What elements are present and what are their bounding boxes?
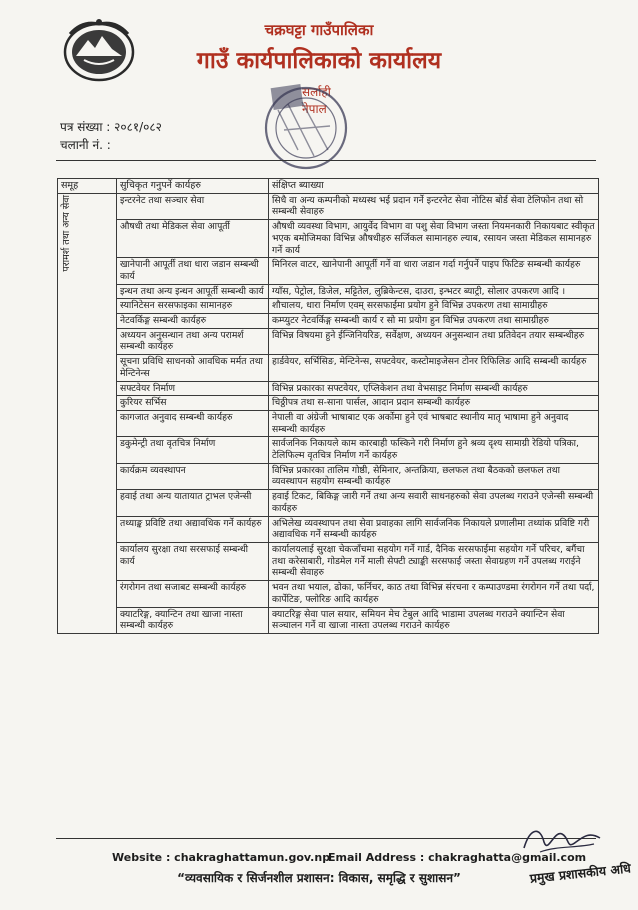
- dispatch-number: चलानी नं. :: [60, 138, 111, 152]
- country-name: नेपाल: [302, 102, 327, 116]
- work-cell: नेटवर्किङ्ग सम्बन्धी कार्यहरु: [117, 314, 269, 329]
- services-table: [57, 178, 599, 634]
- table-row: [58, 381, 599, 396]
- table-row: [58, 258, 599, 284]
- group-cell: [58, 193, 117, 633]
- description-cell: हार्डवेयर, सर्भिसिङ, मेन्टिनेन्स, सफ्टवेयर, कस्टोमाइजेसन टोनर रिफिलिङ आदि सम्बन्धी कार्यहरु: [269, 355, 599, 381]
- footer-divider: [56, 838, 596, 839]
- work-cell: कुरियर सर्भिस: [117, 396, 269, 411]
- work-cell: कार्यालय सुरक्षा तथा सरसफाई सम्बन्धी कार्य: [117, 542, 269, 580]
- work-cell: औषधी तथा मेडिकल सेवा आपूर्ती: [117, 220, 269, 258]
- signatory-designation: प्रमुख प्रशासकीय अधि: [529, 860, 632, 886]
- footer-website: Website : chakraghattamun.gov.np: [112, 851, 331, 864]
- work-cell: कार्यक्रम व्यवस्थापन: [117, 463, 269, 489]
- table-row: [58, 328, 599, 354]
- description-cell: शौचालय, धारा निर्माण एवम् सरसफाईमा प्रयोग हुने विभिन्न उपकरण तथा सामाग्रीहरु: [269, 299, 599, 314]
- table-row: [58, 542, 599, 580]
- office-stamp: [258, 80, 354, 176]
- work-cell: डकुमेन्ट्री तथा वृतचित्र निर्माण: [117, 437, 269, 463]
- description-cell: हवाई टिकट, बिकिङ्ग जारी गर्ने तथा अन्य सवारी साधनहरुको सेवा उपलब्ध गराउने एजेन्सी सम्बन्धी कार्यहरु: [269, 490, 599, 516]
- table-row: [58, 193, 599, 219]
- footer-slogan: “व्यवसायिक र सिर्जनशील प्रशासन: विकास, समृद्धि र सुशासन”: [177, 871, 461, 885]
- description-cell: सिधै वा अन्य कम्पनीको मध्यस्थ भई प्रदान गर्ने इन्टरनेट सेवा नोटिस बोर्ड सेवा टेलिफोन तथा सो सम्बन्धी सेवाहरु: [269, 193, 599, 219]
- description-cell: विभिन्न प्रकारका तालिम गोष्ठी, सेमिनार, अन्तक्रिया, छलफल तथा बैठकको छलफल तथा व्यवस्थापन सहयोग सम्बन्धी कार्यहरु: [269, 463, 599, 489]
- work-cell: रंगरोगन तथा सजाबट सम्बन्धी कार्यहरु: [117, 581, 269, 607]
- table-header-row: [58, 179, 599, 194]
- letter-number: पत्र संख्या : २०८१/०८२: [60, 120, 162, 134]
- description-cell: चिठ्ठीपत्र तथा स-साना पार्सल, आदान प्रदान सम्बन्धी कार्यहरु: [269, 396, 599, 411]
- work-cell: इन्टरनेट तथा सञ्चार सेवा: [117, 193, 269, 219]
- table-row: [58, 490, 599, 516]
- table-row: [58, 284, 599, 299]
- table-row: [58, 463, 599, 489]
- table-row: [58, 220, 599, 258]
- header-description: संक्षिप्त ब्याख्या: [269, 179, 599, 194]
- group-label: परामर्श तथा अन्य सेवा: [61, 194, 72, 272]
- work-cell: इन्धन तथा अन्य इन्धन आपूर्ती सम्बन्धी कार्य: [117, 284, 269, 299]
- table-row: [58, 396, 599, 411]
- table-row: [58, 581, 599, 607]
- work-cell: सफ्टवेयर निर्माण: [117, 381, 269, 396]
- table-row: [58, 437, 599, 463]
- description-cell: ग्याँस, पेट्रोल, डिजेल, मट्टितेल, लुब्रिकेन्टस, दाउरा, इन्भटर ब्याट्री, सोलार उपकरण आदि ।: [269, 284, 599, 299]
- work-cell: क्याटरिङ्ग, क्यान्टिन तथा खाजा नास्ता सम्बन्धी कार्यहरु: [117, 607, 269, 633]
- work-cell: हवाई तथा अन्य यातायात ट्राभल एजेन्सी: [117, 490, 269, 516]
- work-cell: स्यानिटेसन सरसफाइका सामानहरु: [117, 299, 269, 314]
- description-cell: भवन तथा भयाल, ढोका, फर्निचर, काठ तथा विभिन्न संरचना र कम्पाउण्डमा रंगरोगन गर्ने तथा पर्दा, कार्पेटिङ, फ्लोरिङ आदि कार्यहरु: [269, 581, 599, 607]
- municipality-name: चक्रघट्टा गाउँपालिका: [264, 21, 374, 39]
- office-name: गाउँ कार्यपालिकाको कार्यालय: [196, 48, 442, 74]
- work-cell: अध्ययन अनुसन्धान तथा अन्य परामर्श सम्बन्धी कार्यहरु: [117, 328, 269, 354]
- table-row: [58, 314, 599, 329]
- description-cell: अभिलेख व्यवस्थापन तथा सेवा प्रवाहका लागि सार्वजनिक निकायले प्रणालीमा तथ्यांक प्रविष्टि गरी अद्यावधिक गर्ने सम्बन्धी कार्यहरु: [269, 516, 599, 542]
- header-divider: [56, 160, 596, 161]
- work-cell: खानेपानी आपूर्ती तथा धारा जडान सम्बन्धी कार्य: [117, 258, 269, 284]
- description-cell: क्याटरिङ्ग सेवा पाल सयार, समियन मेच टेबुल आदि भाडामा उपलब्ध गराउने क्यान्टिन सेवा सञ्चालन गर्ने वा खाजा नास्ता उपलब्ध गराउने कार्यहरु: [269, 607, 599, 633]
- table-row: [58, 410, 599, 436]
- description-cell: औषधी व्यवस्था विभाग, आयुर्वेद विभाग वा पशु सेवा विभाग जस्ता नियमनकारी निकायबाट स्वीकृत भएक बमोजिमका विभिन्न औषधीहरु सर्जिकल सामानहरु ल्याब, रसायन जस्ता मेडिकल सामानहरु गर्ने कार्य: [269, 220, 599, 258]
- work-cell: कागजात अनुवाद सम्बन्धी कार्यहरु: [117, 410, 269, 436]
- footer-email: Email Address : chakraghatta@gmail.com: [328, 851, 587, 864]
- work-cell: तथ्याङ्क प्रविष्टि तथा अद्यावधिक गर्ने कार्यहरु: [117, 516, 269, 542]
- description-cell: विभिन्न प्रकारका सफ्टवेयर, एप्लिकेशन तथा वेभसाइट निर्माण सम्बन्धी कार्यहरु: [269, 381, 599, 396]
- work-cell: सूचना प्रविधि साधनको आवधिक मर्मत तथा मेन्टिनेन्स: [117, 355, 269, 381]
- table-row: [58, 607, 599, 633]
- description-cell: मिनिरल वाटर, खानेपानी आपूर्ती गर्ने वा धारा जडान गर्दा गर्नुपर्ने पाइप फिटिङ सम्बन्धी कार्यहरु: [269, 258, 599, 284]
- header-work: सुचिकृत गनुपर्ने कार्यहरु: [117, 179, 269, 194]
- table-row: [58, 355, 599, 381]
- description-cell: नेपाली वा अंग्रेजी भाषाबाट एक अर्कोमा हुने एवं भाषबाट स्थानीय मातृ भाषामा हुने अनुवाद सम्बन्धी कार्यहरु: [269, 410, 599, 436]
- header-group: समूह: [58, 179, 117, 194]
- description-cell: सार्वजनिक निकायले काम कारबाही फस्किने गरी निर्माण हुने श्रव्य दृश्य सामाग्री रेडियो पत्रिका, टेलिफिल्म वृतचित्र निर्माण गर्ने कार्यहरु: [269, 437, 599, 463]
- description-cell: कार्यालयलाई सुरक्षा चेकजाँचमा सहयोग गर्ने गार्ड, दैनिक सरसफाईमा सहयोग गर्ने परिचर, बगैंचा तथा करेसाबारी, गोडमेल गर्ने माली सेफ्टी ट्याङ्की सरसफाई जस्ता सेवाग्रहण गर्ने उपलब्ध गराईने सम्बन्धी सेवाहरु: [269, 542, 599, 580]
- table-row: [58, 299, 599, 314]
- table-row: [58, 516, 599, 542]
- district-name: सर्लाही: [302, 85, 331, 99]
- description-cell: कम्प्युटर नेटवर्किङ्ग सम्बन्धी कार्य र सो मा प्रयोग हुन विभिन्न उपकरण तथा सामाग्रीहरु: [269, 314, 599, 329]
- description-cell: विभिन्न विषयमा हुने ईन्जिनियरिङ, सर्वेक्षण, अध्ययन अनुसन्धान तथा प्रतिवेदन तयार सम्बन्धीहरु: [269, 328, 599, 354]
